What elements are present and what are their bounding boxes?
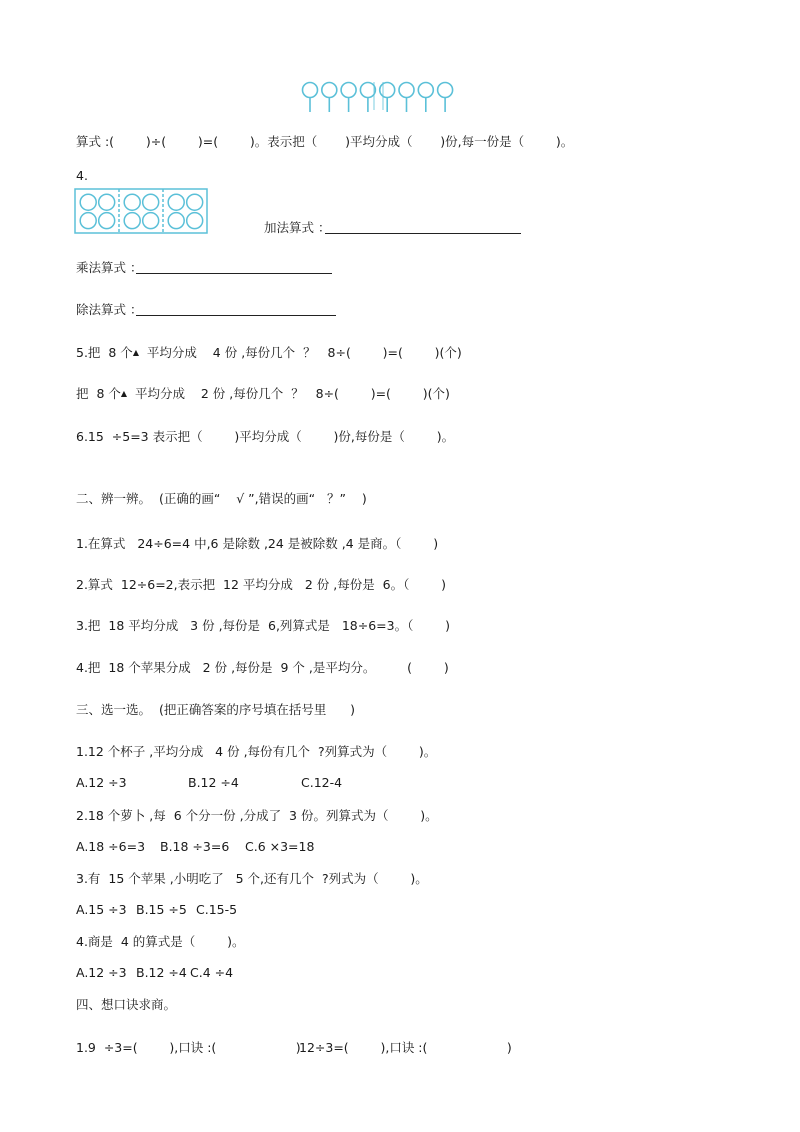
circle-item-icon <box>187 213 203 229</box>
multiplication-answer-line[interactable] <box>136 273 332 274</box>
lollipop-icon <box>360 83 375 98</box>
circle-item-icon <box>124 213 140 229</box>
section3-question: 1.12 个杯子 ,平均分成 4 份 ,每份有几个 ?列算式为（ )。 <box>76 744 437 759</box>
circle-item-icon <box>99 194 115 210</box>
circle-item-icon <box>80 213 96 229</box>
lollipop-icon <box>322 83 337 98</box>
section3-question: 3.有 15 个苹果 ,小明吃了 5 个,还有几个 ?列式为（ )。 <box>76 871 428 886</box>
option-a[interactable]: A.15 ÷3 <box>76 902 127 917</box>
option-c[interactable]: C.6 ×3=18 <box>245 839 315 854</box>
circle-item-icon <box>168 194 184 210</box>
section3-title: 三、选一选。 (把正确答案的序号填在括号里 ) <box>76 702 356 717</box>
lollipop-icon <box>438 83 453 98</box>
q5-line1: 5.把 8 个▲ 平均分成 4 份 ,每份几个 ？ 8÷( )=( )(个) <box>76 345 462 360</box>
circle-item-icon <box>124 194 140 210</box>
option-a[interactable]: A.18 ÷6=3 <box>76 839 146 854</box>
addition-label: 加法算式 ： <box>264 220 331 235</box>
section4-item: 12÷3=( ),口诀 :( ) <box>299 1040 512 1055</box>
triangle-icon: ▲ <box>132 348 139 357</box>
addition-answer-line[interactable] <box>325 233 521 234</box>
option-c[interactable]: C.4 ÷4 <box>190 965 234 980</box>
q5-line2: 把 8 个▲ 平均分成 2 份 ,每份几个 ？ 8÷( )=( )(个) <box>76 386 450 401</box>
q3-formula: 算式 :( )÷( )=( )。表示把（ )平均分成（ )份,每一份是（ )。 <box>76 134 574 149</box>
q4-number: 4. <box>76 168 88 183</box>
circle-item-icon <box>99 213 115 229</box>
division-label: 除法算式 ： <box>76 302 143 317</box>
triangle-icon: ▲ <box>120 389 128 398</box>
division-answer-line[interactable] <box>136 315 336 316</box>
circle-item-icon <box>143 194 159 210</box>
option-b[interactable]: B.18 ÷3=6 <box>160 839 230 854</box>
section4-title: 四、想口诀求商。 <box>76 997 177 1012</box>
lollipop-figure <box>300 80 456 114</box>
section2-title: 二、辨一辨。 (正确的画“ √ ”,错误的画“ ？” ) <box>76 491 367 506</box>
lollipop-icon <box>303 83 318 98</box>
section3-question: 2.18 个萝卜 ,每 6 个分一份 ,分成了 3 份。列算式为（ )。 <box>76 808 438 823</box>
circle-group-figure <box>74 188 208 234</box>
option-b[interactable]: B.15 ÷5 <box>136 902 187 917</box>
circle-item-icon <box>187 194 203 210</box>
section2-item: 4.把 18 个苹果分成 2 份 ,每份是 9 个 ,是平均分。 ( ) <box>76 660 449 675</box>
section2-item: 1.在算式 24÷6=4 中,6 是除数 ,24 是被除数 ,4 是商。（ ) <box>76 536 439 551</box>
option-b[interactable]: B.12 ÷4 <box>136 965 187 980</box>
q6-line: 6.15 ÷5=3 表示把（ )平均分成（ )份,每份是（ )。 <box>76 429 455 444</box>
option-a[interactable]: A.12 ÷3 <box>76 775 127 790</box>
circle-item-icon <box>80 194 96 210</box>
option-b[interactable]: B.12 ÷4 <box>188 775 239 790</box>
multiplication-label: 乘法算式 ： <box>76 260 143 275</box>
circle-item-icon <box>168 213 184 229</box>
option-c[interactable]: C.12-4 <box>301 775 343 790</box>
option-c[interactable]: C.15-5 <box>196 902 238 917</box>
lollipop-icon <box>341 83 356 98</box>
option-a[interactable]: A.12 ÷3 <box>76 965 127 980</box>
section2-item: 2.算式 12÷6=2,表示把 12 平均分成 2 份 ,每份是 6。（ ) <box>76 577 447 592</box>
section2-item: 3.把 18 平均分成 3 份 ,每份是 6,列算式是 18÷6=3。（ ) <box>76 618 451 633</box>
lollipop-icon <box>380 83 395 98</box>
lollipop-icon <box>399 83 414 98</box>
section4-item: 1.9 ÷3=( ),口诀 :( ) <box>76 1040 301 1055</box>
section3-question: 4.商是 4 的算式是（ )。 <box>76 934 245 949</box>
lollipop-icon <box>418 83 433 98</box>
circle-item-icon <box>143 213 159 229</box>
